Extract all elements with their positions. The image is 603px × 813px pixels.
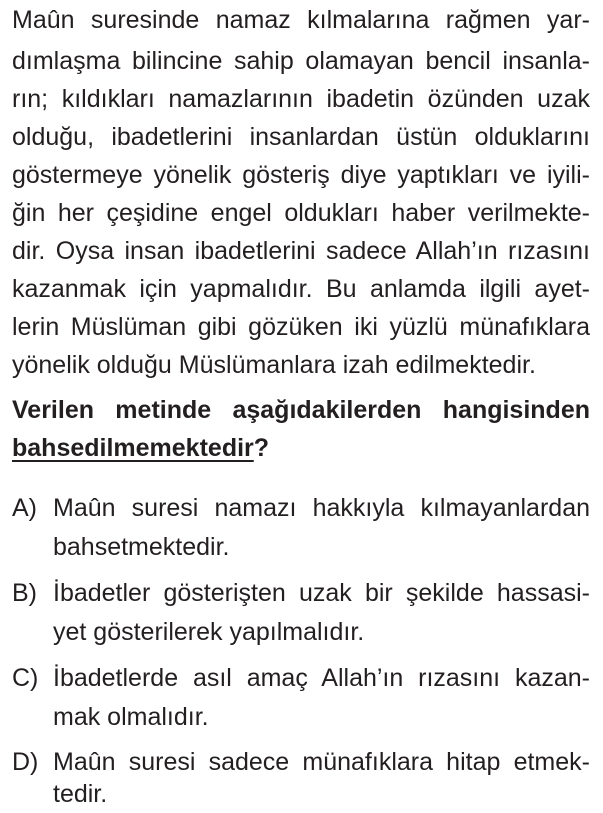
passage-line: Maûn suresinde namaz kılmalarına rağmen yar- — [12, 6, 590, 34]
option-text-line: İbadetlerde asıl amaç Allah’ın rızasını kazan- — [53, 664, 590, 692]
passage-line: kazanmak için yapmalıdır. Bu anlamda ilgili ayet- — [12, 275, 590, 303]
passage-line: rın; kıldıkları namazlarının ibadetin özünden uzak — [12, 85, 590, 113]
passage-line: olduğu, ibadetlerini insanlardan üstün olduklarını — [12, 123, 590, 151]
option-letter: C) — [12, 664, 39, 692]
option-text-line: bahsetmektedir. — [53, 533, 230, 561]
option-text-line: Maûn suresi sadece münafıklara hitap etmek- — [53, 748, 590, 776]
option-letter: A) — [12, 494, 37, 522]
option-letter: B) — [12, 579, 37, 607]
passage-line: ğin her çeşidine engel oldukları haber verilmekte- — [12, 199, 590, 227]
passage-line: göstermeye yönelik gösteriş diye yaptıkları ve iyili- — [12, 161, 590, 189]
option-text-line: tedir. — [53, 780, 108, 808]
question-line: Verilen metinde aşağıdakilerden hangisinden — [12, 396, 590, 424]
question-line — [12, 430, 590, 466]
option-text-line: yet gösterilerek yapılmalıdır. — [53, 618, 365, 646]
option-text-line: İbadetler gösterişten uzak bir şekilde hassasi- — [53, 579, 590, 607]
question-negation-emphasis: bahsedilmemektedir — [12, 434, 254, 462]
option-letter: D) — [12, 748, 39, 776]
passage-line: lerin Müslüman gibi gözüken iki yüzlü münafıklara — [12, 313, 590, 341]
passage-line: dımlaşma bilincine sahip olamayan bencil insanla- — [12, 47, 590, 75]
passage-line: yönelik olduğu Müslümanlara izah edilmektedir. — [12, 351, 536, 379]
option-text-line: mak olmalıdır. — [53, 703, 209, 731]
question-mark: ? — [253, 434, 270, 462]
option-text-line: Maûn suresi namazı hakkıyla kılmayanlardan — [53, 494, 590, 522]
passage-line: dir. Oysa insan ibadetlerini sadece Allah’ın rızasını — [12, 237, 590, 265]
